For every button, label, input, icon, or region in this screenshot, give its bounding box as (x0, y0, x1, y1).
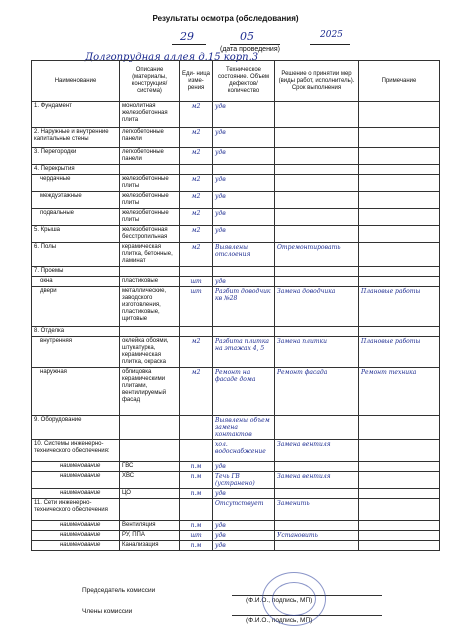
row-note (359, 209, 440, 226)
table-header-row (32, 61, 440, 102)
row-decision (275, 541, 359, 551)
row-state: Отсутствует (213, 499, 275, 521)
row-name: 2. Наружные и внутренние капитальные стены (32, 128, 120, 148)
row-note (359, 226, 440, 243)
row-decision: Замена вентиля (275, 472, 359, 489)
table-row (32, 440, 440, 462)
table-row (32, 267, 440, 277)
row-state: удв (213, 102, 275, 128)
row-name: наименование (32, 462, 120, 472)
row-unit: шт (180, 277, 213, 287)
row-state: Ремонт на фасаде дома (213, 368, 275, 416)
row-state: Выявлены отслоения (213, 243, 275, 267)
row-unit: м2 (180, 368, 213, 416)
row-unit: м2 (180, 209, 213, 226)
row-desc: железобетонные плиты (120, 192, 180, 209)
row-unit (180, 327, 213, 337)
row-name: двери (32, 287, 120, 327)
row-unit: м2 (180, 128, 213, 148)
row-decision (275, 267, 359, 277)
row-state: удв (213, 489, 275, 499)
row-desc: пластиковые (120, 277, 180, 287)
row-desc (120, 267, 180, 277)
table-row (32, 175, 440, 192)
row-unit: п.м (180, 521, 213, 531)
row-name: 11. Сети инженерно-технического обеспечения (32, 499, 120, 521)
row-state: удв (213, 175, 275, 192)
row-decision: Заменить (275, 499, 359, 521)
row-desc (120, 165, 180, 175)
row-note (359, 277, 440, 287)
row-state: хол. водоснабжение (213, 440, 275, 462)
table-row (32, 102, 440, 128)
row-decision (275, 489, 359, 499)
row-unit: м2 (180, 243, 213, 267)
row-note: Плановые работы (359, 287, 440, 327)
inspection-date (150, 30, 350, 46)
header-desc: Описание (материалы, конструкция/ система) (120, 61, 180, 102)
row-unit: м2 (180, 192, 213, 209)
row-state (213, 267, 275, 277)
row-unit (180, 416, 213, 440)
row-desc (120, 327, 180, 337)
table-row (32, 192, 440, 209)
row-state: Разбита плитка на этажах 4, 5 (213, 337, 275, 368)
table-row (32, 277, 440, 287)
table-row (32, 209, 440, 226)
row-name: окна (32, 277, 120, 287)
row-decision (275, 462, 359, 472)
row-name: наименование (32, 541, 120, 551)
row-desc: легкобетонные панели (120, 128, 180, 148)
row-name: 10. Системы инженерно-технического обеспечения: (32, 440, 120, 462)
row-unit: п.м (180, 472, 213, 489)
row-decision (275, 277, 359, 287)
table-row (32, 541, 440, 551)
row-state: удв (213, 541, 275, 551)
row-note (359, 243, 440, 267)
row-name: наименование (32, 521, 120, 531)
row-note (359, 148, 440, 165)
row-unit: п.м (180, 462, 213, 472)
row-desc: железобетонные плиты (120, 209, 180, 226)
row-decision (275, 226, 359, 243)
row-decision (275, 192, 359, 209)
row-note (359, 462, 440, 472)
row-state: Течь ГВ (устранено) (213, 472, 275, 489)
row-desc: Вентиляция (120, 521, 180, 531)
header-name: Наименование (32, 61, 120, 102)
row-decision (275, 128, 359, 148)
row-state: удв (213, 462, 275, 472)
row-decision: Замена плитки (275, 337, 359, 368)
row-desc (120, 499, 180, 521)
row-desc: РУ, ППА (120, 531, 180, 541)
row-decision (275, 209, 359, 226)
date-year-underline (310, 44, 350, 45)
row-state: Разбит доводчик кв №28 (213, 287, 275, 327)
row-desc: Канализация (120, 541, 180, 551)
row-desc: керамическая плитка, бетонные, ламинат (120, 243, 180, 267)
row-decision: Ремонт фасада (275, 368, 359, 416)
row-state (213, 327, 275, 337)
row-name: 4. Перекрытия (32, 165, 120, 175)
row-note (359, 472, 440, 489)
chair-caption: (Ф.И.О., подпись, МП) (246, 597, 313, 604)
table-row (32, 128, 440, 148)
row-state: удв (213, 226, 275, 243)
row-name: 5. Крыша (32, 226, 120, 243)
table-row (32, 521, 440, 531)
date-day-underline (172, 44, 206, 45)
row-desc: ЦО (120, 489, 180, 499)
row-note (359, 440, 440, 462)
address-handwritten: Долгопрудная аллея д.15 корп.3 (85, 52, 259, 63)
row-note (359, 531, 440, 541)
row-name: подвальные (32, 209, 120, 226)
row-desc: железобетонные плиты (120, 175, 180, 192)
table-row (32, 416, 440, 440)
table-row (32, 226, 440, 243)
inspection-table (31, 60, 440, 551)
table-row (32, 148, 440, 165)
organization-stamp-inner (272, 582, 316, 616)
row-unit: м2 (180, 226, 213, 243)
row-desc (120, 440, 180, 462)
table-row (32, 462, 440, 472)
table-row (32, 489, 440, 499)
row-decision: Замена вентиля (275, 440, 359, 462)
date-month: 05 (240, 30, 254, 43)
row-unit: м2 (180, 102, 213, 128)
members-caption: (Ф.И.О., подпись, МП) (246, 617, 313, 624)
row-state: Выявлены объем замена контактов (213, 416, 275, 440)
row-name: 7. Проемы (32, 267, 120, 277)
header-unit: Еди- ница изме- рения (180, 61, 213, 102)
row-decision (275, 327, 359, 337)
row-note (359, 327, 440, 337)
row-unit: м2 (180, 148, 213, 165)
row-note (359, 267, 440, 277)
row-desc: ГВС (120, 462, 180, 472)
date-day: 29 (180, 30, 194, 43)
chair-label: Председатель комиссии (82, 587, 156, 594)
row-unit: шт (180, 531, 213, 541)
table-row (32, 368, 440, 416)
table-row (32, 327, 440, 337)
row-note (359, 165, 440, 175)
row-state: удв (213, 521, 275, 531)
header-state: Техническое состояние. Объем дефектов/ количество (213, 61, 275, 102)
row-state: удв (213, 531, 275, 541)
table-row (32, 499, 440, 521)
date-caption: (дата проведения) (220, 46, 280, 53)
row-decision: Отремонтировать (275, 243, 359, 267)
row-name: 6. Полы (32, 243, 120, 267)
row-name: внутренняя (32, 337, 120, 368)
row-name: наименование (32, 489, 120, 499)
row-note (359, 489, 440, 499)
row-name: 1. Фундамент (32, 102, 120, 128)
row-unit: п.м (180, 489, 213, 499)
row-unit: м2 (180, 337, 213, 368)
row-note: Плановые работы (359, 337, 440, 368)
date-year: 2025 (320, 30, 343, 40)
row-decision (275, 175, 359, 192)
row-name: 9. Оборудование (32, 416, 120, 440)
row-unit: м2 (180, 175, 213, 192)
row-name: 8. Отделка (32, 327, 120, 337)
table-row (32, 472, 440, 489)
table-row (32, 531, 440, 541)
row-desc: легкобетонные панели (120, 148, 180, 165)
row-state (213, 165, 275, 175)
row-state: удв (213, 209, 275, 226)
row-note (359, 541, 440, 551)
row-desc: металлические, заводского изготовления, пластиковые, щитовые (120, 287, 180, 327)
row-note (359, 521, 440, 531)
row-decision (275, 148, 359, 165)
row-desc: ХВС (120, 472, 180, 489)
row-unit (180, 499, 213, 521)
header-decision: Решение о принятии мер (виды работ, исполнитель). Срок выполнения (275, 61, 359, 102)
row-decision (275, 102, 359, 128)
row-note (359, 192, 440, 209)
table-row (32, 165, 440, 175)
members-label: Члены комиссии (82, 608, 133, 615)
table-row (32, 287, 440, 327)
row-unit: п.м (180, 541, 213, 551)
row-state: удв (213, 277, 275, 287)
row-decision: Замена доводчика (275, 287, 359, 327)
row-note (359, 128, 440, 148)
row-note (359, 499, 440, 521)
table-row (32, 243, 440, 267)
row-decision (275, 416, 359, 440)
row-note (359, 102, 440, 128)
row-unit (180, 440, 213, 462)
table-body (32, 102, 440, 551)
row-name: наружная (32, 368, 120, 416)
row-name: 3. Перегородки (32, 148, 120, 165)
date-month-underline (230, 44, 280, 45)
table-row (32, 337, 440, 368)
row-desc: облицовка керамическими плитами, вентилируемый фасад (120, 368, 180, 416)
row-desc (120, 416, 180, 440)
row-note (359, 175, 440, 192)
header-note: Примечание (359, 61, 440, 102)
row-decision (275, 165, 359, 175)
row-decision (275, 521, 359, 531)
row-note (359, 416, 440, 440)
page-title: Результаты осмотра (обследования) (152, 14, 299, 23)
row-desc: монолитная железобетонная плита (120, 102, 180, 128)
row-state: удв (213, 148, 275, 165)
row-desc: оклейка обоями, штукатурка, керамическая плитка, окраска (120, 337, 180, 368)
row-state: удв (213, 192, 275, 209)
row-note: Ремонт техника (359, 368, 440, 416)
row-name: междуэтажные (32, 192, 120, 209)
row-desc: железобетонная бесстропильная (120, 226, 180, 243)
row-decision: Установить (275, 531, 359, 541)
row-state: удв (213, 128, 275, 148)
row-name: наименование (32, 472, 120, 489)
row-unit: шт (180, 287, 213, 327)
row-name: наименование (32, 531, 120, 541)
row-name: чердачные (32, 175, 120, 192)
row-unit (180, 267, 213, 277)
row-unit (180, 165, 213, 175)
